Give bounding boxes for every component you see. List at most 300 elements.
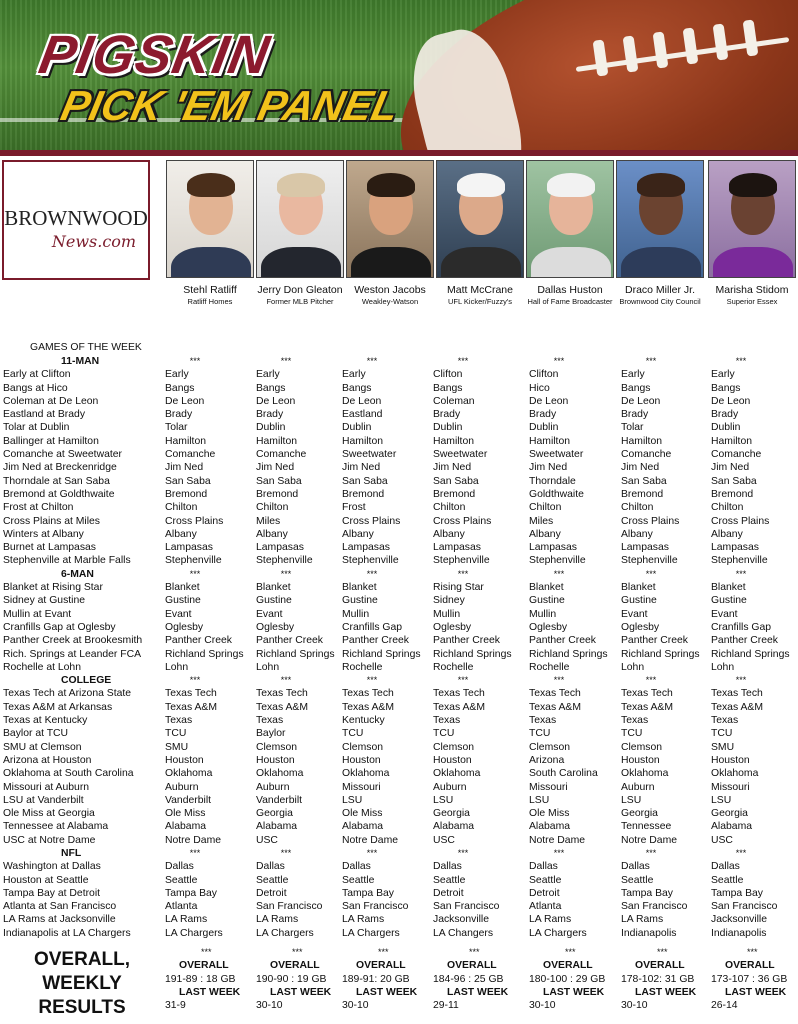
header-banner <box>0 0 798 150</box>
overall-record: 173-107 : 36 GB <box>711 973 788 985</box>
pick-cell: LA Chargers <box>529 927 587 939</box>
pick-cell: Tampa Bay <box>621 887 673 899</box>
pick-cell: Bremond <box>711 488 754 500</box>
pick-cell: Hamilton <box>711 435 752 447</box>
pick-cell: Cross Plains <box>433 515 492 527</box>
separator: *** <box>280 847 292 858</box>
overall-label: OVERALL <box>179 960 229 972</box>
picks-column <box>711 355 797 940</box>
pick-cell: Lohn <box>256 661 280 673</box>
pick-cell: Texas Tech <box>433 688 485 700</box>
pick-cell: Albany <box>433 528 465 540</box>
game-row: Bremond at Goldthwaite <box>3 488 115 500</box>
pick-cell: Oglesby <box>433 621 472 633</box>
pick-cell: San Francisco <box>621 901 688 913</box>
game-row: Sidney at Gustine <box>3 595 86 607</box>
pick-cell: Cross Plains <box>621 515 680 527</box>
panelist-name: Weston Jacobs <box>354 284 426 296</box>
picks-column <box>165 355 253 940</box>
picks-column <box>621 355 707 940</box>
pick-cell: Jim Ned <box>342 462 381 474</box>
pick-cell: Bangs <box>165 382 195 394</box>
pick-cell: Gustine <box>256 595 292 607</box>
pick-cell: Clemson <box>621 741 662 753</box>
pick-cell: Ole Miss <box>342 808 383 820</box>
pick-cell: Texas Tech <box>529 688 581 700</box>
results-column <box>529 946 605 1012</box>
pick-cell: Cranfills Gap <box>711 621 772 633</box>
pick-cell: LSU <box>621 794 642 806</box>
pick-cell: Texas A&M <box>165 701 217 713</box>
pick-cell: Missouri <box>529 781 568 793</box>
game-row: Burnet at Lampasas <box>3 542 96 554</box>
pick-cell: Texas Tech <box>165 688 217 700</box>
section-label: COLLEGE <box>61 675 112 687</box>
pick-cell: Jim Ned <box>165 462 204 474</box>
pick-cell: Gustine <box>621 595 657 607</box>
pick-cell: Alabama <box>165 821 207 833</box>
pick-cell: Georgia <box>256 808 293 820</box>
game-row: Winters at Albany <box>3 528 84 540</box>
overall-label: OVERALL <box>447 960 497 972</box>
pick-cell: Texas <box>433 715 461 727</box>
pick-cell: Stephenville <box>342 555 399 567</box>
overall-label: OVERALL <box>270 960 320 972</box>
pick-cell: Houston <box>256 754 295 766</box>
pick-cell: Albany <box>621 528 653 540</box>
pick-cell: SMU <box>165 741 189 753</box>
pick-cell: Jim Ned <box>621 462 660 474</box>
pick-cell: Missouri <box>711 781 750 793</box>
pick-cell: Chilton <box>256 502 289 514</box>
pick-cell: Sidney <box>433 595 465 607</box>
pick-cell: TCU <box>621 728 643 740</box>
game-row: Missouri at Auburn <box>3 781 90 793</box>
pick-cell: Seattle <box>711 874 744 886</box>
pick-cell: LA Chargers <box>342 927 400 939</box>
pick-cell: Mullin <box>342 608 370 620</box>
separator: *** <box>189 568 201 579</box>
game-row: Arizona at Houston <box>3 754 92 766</box>
game-row: Washington at Dallas <box>3 861 101 873</box>
separator: *** <box>280 356 292 366</box>
pick-cell: San Saba <box>342 475 388 487</box>
pick-cell: De Leon <box>165 395 205 407</box>
pick-cell: USC <box>433 834 455 846</box>
pick-cell: Dublin <box>529 422 559 434</box>
last-week-record: 30-10 <box>621 1000 648 1012</box>
pick-cell: Auburn <box>256 781 290 793</box>
overall-record: 189-91: 20 GB <box>342 973 410 985</box>
pick-cell: Bangs <box>256 382 286 394</box>
overall-label: OVERALL <box>356 960 406 972</box>
pick-cell: Early <box>711 369 735 381</box>
pick-cell: Evant <box>711 608 738 620</box>
pick-cell: Texas Tech <box>342 688 394 700</box>
pick-cell: Rising Star <box>433 582 484 594</box>
pick-cell: Comanche <box>256 449 307 461</box>
picks-column <box>433 355 525 940</box>
pick-cell: Houston <box>711 754 750 766</box>
brownwood-news-logo <box>2 160 150 280</box>
game-row: Indianapolis at LA Chargers <box>3 927 131 939</box>
pick-cell: Ole Miss <box>529 808 570 820</box>
pick-cell: Seattle <box>433 874 466 886</box>
logo-text: BROWNWOOD <box>4 206 148 230</box>
panelist-photo <box>708 160 796 278</box>
pick-cell: Atlanta <box>165 901 198 913</box>
pick-cell: Early <box>256 369 280 381</box>
pick-cell: Lampasas <box>529 542 577 554</box>
separator: *** <box>457 568 469 579</box>
last-week-label: LAST WEEK <box>270 986 332 998</box>
separator: *** <box>280 675 292 686</box>
pick-cell: Seattle <box>342 874 375 886</box>
pick-cell: Tolar <box>621 422 644 434</box>
pick-cell: Oklahoma <box>711 768 759 780</box>
title-pigskin: PIGSKIN <box>34 25 275 85</box>
pick-cell: Texas Tech <box>711 688 763 700</box>
pick-cell: Dublin <box>433 422 463 434</box>
pick-cell: Rochelle <box>433 661 474 673</box>
pick-cell: Tolar <box>165 422 188 434</box>
pick-cell: Early <box>342 369 366 381</box>
pick-cell: Texas A&M <box>621 701 673 713</box>
pick-cell: Alabama <box>711 821 753 833</box>
separator: *** <box>457 356 469 366</box>
last-week-label: LAST WEEK <box>725 986 787 998</box>
pick-cell: Houston <box>165 754 204 766</box>
game-row: Early at Clifton <box>3 369 71 381</box>
pick-cell: LA Rams <box>621 914 664 926</box>
pick-cell: Lampasas <box>711 542 759 554</box>
pick-cell: USC <box>256 834 278 846</box>
pick-cell: Stephenville <box>711 555 768 567</box>
pick-cell: Dallas <box>433 861 462 873</box>
picks-column <box>256 355 342 940</box>
pick-cell: Atlanta <box>529 901 562 913</box>
section-label: NFL <box>61 847 82 859</box>
last-week-record: 30-10 <box>256 1000 283 1012</box>
game-row: LSU at Vanderbilt <box>3 794 84 806</box>
separator: *** <box>553 356 565 366</box>
panelist-photo <box>346 160 434 278</box>
game-row: Panther Creek at Brookesmith <box>3 635 143 647</box>
section-label: 6-MAN <box>61 568 94 580</box>
overall-record: 180-100 : 29 GB <box>529 973 606 985</box>
pick-cell: Detroit <box>433 887 464 899</box>
panelist-name: Dallas Huston <box>537 284 603 296</box>
pick-cell: TCU <box>165 728 187 740</box>
pick-cell: LA Changers <box>433 927 494 939</box>
pick-cell: Stephenville <box>529 555 586 567</box>
pick-cell: Dallas <box>529 861 558 873</box>
pick-cell: Texas A&M <box>433 701 485 713</box>
panelist-name: Draco Miller Jr. <box>624 284 695 296</box>
pick-cell: Gustine <box>711 595 747 607</box>
pick-cell: SMU <box>711 741 735 753</box>
pick-cell: Bremond <box>256 488 299 500</box>
pick-cell: LSU <box>433 794 454 806</box>
pick-cell: Panther Creek <box>711 635 778 647</box>
pick-cell: Gustine <box>165 595 201 607</box>
pick-cell: Albany <box>342 528 374 540</box>
pick-cell: Dallas <box>165 861 194 873</box>
separator: *** <box>280 568 292 579</box>
pick-cell: Houston <box>621 754 660 766</box>
pick-cell: Evant <box>621 608 648 620</box>
pick-cell: Panther Creek <box>433 635 500 647</box>
game-row: Ole Miss at Georgia <box>3 808 95 820</box>
games-list <box>3 355 161 940</box>
game-row: Comanche at Sweetwater <box>3 449 122 461</box>
separator: *** <box>378 947 389 957</box>
overall-label: OVERALL <box>725 960 775 972</box>
pick-cell: Hamilton <box>433 435 474 447</box>
pick-cell: Notre Dame <box>621 834 678 846</box>
pick-cell: Blanket <box>342 582 377 594</box>
pick-cell: Comanche <box>165 449 216 461</box>
pick-cell: Brady <box>256 409 284 421</box>
results-column <box>711 946 787 1012</box>
game-row: Blanket at Rising Star <box>3 582 103 594</box>
separator: *** <box>657 947 668 957</box>
panelist-name: Matt McCrane <box>447 284 513 296</box>
divider-bar <box>0 150 798 156</box>
pick-cell: Mullin <box>433 608 461 620</box>
pick-cell: Sweetwater <box>433 449 488 461</box>
game-row: Stephenville at Marble Falls <box>3 555 131 567</box>
pick-cell: Notre Dame <box>342 834 399 846</box>
separator: *** <box>735 847 747 858</box>
game-row: Thorndale at San Saba <box>3 475 110 487</box>
pick-cell: De Leon <box>621 395 661 407</box>
pick-cell: De Leon <box>711 395 751 407</box>
pick-cell: Alabama <box>433 821 475 833</box>
last-week-label: LAST WEEK <box>179 986 241 998</box>
last-week-label: LAST WEEK <box>356 986 418 998</box>
pick-cell: Lampasas <box>433 542 481 554</box>
game-row: Cranfills Gap at Oglesby <box>3 621 116 633</box>
separator: *** <box>553 568 565 579</box>
separator: *** <box>189 356 201 366</box>
pick-cell: Richland Springs <box>256 648 335 660</box>
pick-cell: Indianapolis <box>711 927 767 939</box>
pick-cell: Hamilton <box>256 435 297 447</box>
pick-cell: LA Rams <box>342 914 385 926</box>
pick-cell: Blanket <box>165 582 200 594</box>
pick-cell: Bremond <box>342 488 385 500</box>
pick-cell: Bangs <box>711 382 741 394</box>
overall-record: 190-90 : 19 GB <box>256 973 327 985</box>
pick-cell: Albany <box>165 528 197 540</box>
pick-cell: Dublin <box>256 422 286 434</box>
pick-cell: LA Chargers <box>165 927 223 939</box>
separator: *** <box>457 847 469 858</box>
panelist-affiliation: Superior Essex <box>726 297 778 306</box>
pick-cell: Lohn <box>711 661 735 673</box>
pick-cell: Stephenville <box>256 555 313 567</box>
pick-cell: Clemson <box>256 741 297 753</box>
overall-record: 184-96 : 25 GB <box>433 973 504 985</box>
pick-cell: LA Rams <box>256 914 299 926</box>
pick-cell: Clemson <box>342 741 383 753</box>
pick-cell: Richland Springs <box>621 648 700 660</box>
pick-cell: Kentucky <box>342 715 385 727</box>
pick-cell: Goldthwaite <box>529 488 584 500</box>
pick-cell: Lohn <box>165 661 189 673</box>
pick-cell: Ole Miss <box>165 808 206 820</box>
pick-cell: LSU <box>529 794 550 806</box>
pick-cell: San Saba <box>433 475 479 487</box>
pick-cell: Clemson <box>529 741 570 753</box>
pick-cell: Chilton <box>621 502 654 514</box>
pick-cell: Vanderbilt <box>256 794 303 806</box>
pick-cell: Texas <box>529 715 557 727</box>
pick-cell: Alabama <box>342 821 384 833</box>
panelist-name: Marisha Stidom <box>715 284 789 296</box>
pick-cell: Albany <box>529 528 561 540</box>
pick-cell: Albany <box>256 528 288 540</box>
pick-cell: TCU <box>342 728 364 740</box>
pick-cell: Cross Plains <box>165 515 224 527</box>
pick-cell: Bremond <box>621 488 664 500</box>
pick-cell: Oklahoma <box>165 768 213 780</box>
pick-cell: Georgia <box>621 808 658 820</box>
pick-cell: Baylor <box>256 728 286 740</box>
pick-cell: Oglesby <box>165 621 204 633</box>
pick-cell: Tampa Bay <box>165 887 217 899</box>
pick-cell: Dublin <box>342 422 372 434</box>
logo-subtext: News.com <box>51 232 137 251</box>
pick-cell: Blanket <box>529 582 564 594</box>
pick-cell: Seattle <box>529 874 562 886</box>
pick-cell: Hico <box>529 382 550 394</box>
pick-cell: Thorndale <box>529 475 576 487</box>
pick-cell: Georgia <box>433 808 470 820</box>
pick-cell: Texas A&M <box>711 701 763 713</box>
pick-cell: Clifton <box>529 369 559 381</box>
separator: *** <box>645 356 657 366</box>
separator: *** <box>457 675 469 686</box>
pick-cell: Seattle <box>256 874 289 886</box>
pick-cell: Jim Ned <box>529 462 568 474</box>
pick-cell: Chilton <box>433 502 466 514</box>
pick-cell: LA Chargers <box>256 927 314 939</box>
pick-cell: Jim Ned <box>433 462 472 474</box>
pick-cell: Bangs <box>342 382 372 394</box>
pick-cell: LA Rams <box>165 914 208 926</box>
overall-label: OVERALL <box>635 960 685 972</box>
pick-cell: Detroit <box>529 887 560 899</box>
panelist-affiliation: Hall of Fame Broadcaster <box>527 297 613 306</box>
pick-cell: Albany <box>711 528 743 540</box>
pick-cell: Sweetwater <box>342 449 397 461</box>
pick-cell: Clifton <box>433 369 463 381</box>
results-column <box>165 946 240 1012</box>
separator: *** <box>366 356 378 366</box>
pick-cell: San Francisco <box>256 901 323 913</box>
pick-cell: Oglesby <box>529 621 568 633</box>
pick-cell: Mullin <box>529 608 557 620</box>
pick-cell: Oklahoma <box>621 768 669 780</box>
pick-cell: Early <box>165 369 189 381</box>
pick-cell: Dallas <box>711 861 740 873</box>
separator: *** <box>565 947 576 957</box>
pick-cell: Tampa Bay <box>711 887 763 899</box>
game-row: Jim Ned at Breckenridge <box>3 462 117 474</box>
pick-cell: Richland Springs <box>529 648 608 660</box>
pick-cell: Brady <box>621 409 649 421</box>
pick-cell: South Carolina <box>529 768 598 780</box>
pick-cell: Bangs <box>433 382 463 394</box>
pick-cell: Hamilton <box>342 435 383 447</box>
pick-cell: Dublin <box>711 422 741 434</box>
pick-cell: Frost <box>342 502 366 514</box>
separator: *** <box>292 947 303 957</box>
panelist-photo <box>436 160 524 278</box>
pick-cell: Oglesby <box>256 621 295 633</box>
pick-cell: Oklahoma <box>433 768 481 780</box>
pick-cell: Seattle <box>165 874 198 886</box>
game-row: Houston at Seattle <box>3 874 89 886</box>
pick-cell: Richland Springs <box>433 648 512 660</box>
pick-cell: Stephenville <box>165 555 222 567</box>
last-week-record: 30-10 <box>529 1000 556 1012</box>
pick-cell: Lampasas <box>621 542 669 554</box>
pick-cell: Stephenville <box>621 555 678 567</box>
pick-cell: Chilton <box>711 502 744 514</box>
pick-cell: Oglesby <box>621 621 660 633</box>
game-row: Tolar at Dublin <box>3 422 70 434</box>
separator: *** <box>735 675 747 686</box>
pick-cell: Houston <box>433 754 472 766</box>
pick-cell: LSU <box>711 794 732 806</box>
pick-cell: Lampasas <box>165 542 213 554</box>
game-row: Mullin at Evant <box>3 608 72 620</box>
game-row: Baylor at TCU <box>3 728 69 740</box>
game-row: Oklahoma at South Carolina <box>3 768 134 780</box>
overall-label: OVERALL <box>543 960 593 972</box>
pick-cell: Auburn <box>621 781 655 793</box>
pick-cell: Hamilton <box>621 435 662 447</box>
pick-cell: Notre Dame <box>529 834 586 846</box>
panelist-photo <box>166 160 254 278</box>
pick-cell: Texas A&M <box>256 701 308 713</box>
pick-cell: Jacksonville <box>433 914 490 926</box>
pick-cell: Rochelle <box>529 661 570 673</box>
pick-cell: Miles <box>256 515 281 527</box>
separator: *** <box>189 675 201 686</box>
separator: *** <box>747 947 758 957</box>
pick-cell: Evant <box>165 608 192 620</box>
game-row: Coleman at De Leon <box>3 395 99 407</box>
overall-record: 191-89 : 18 GB <box>165 973 236 985</box>
pick-cell: Dallas <box>256 861 285 873</box>
pick-cell: Brady <box>165 409 193 421</box>
pick-cell: Richland Springs <box>165 648 244 660</box>
pick-cell: Texas <box>256 715 284 727</box>
pick-cell: Texas <box>165 715 193 727</box>
pick-cell: Texas <box>621 715 649 727</box>
pick-cell: Gustine <box>529 595 565 607</box>
pick-cell: San Saba <box>621 475 667 487</box>
pick-cell: Alabama <box>529 821 571 833</box>
pick-cell: Indianapolis <box>621 927 677 939</box>
pick-cell: Detroit <box>256 887 287 899</box>
results-column <box>342 946 417 1012</box>
pick-cell: Early <box>621 369 645 381</box>
